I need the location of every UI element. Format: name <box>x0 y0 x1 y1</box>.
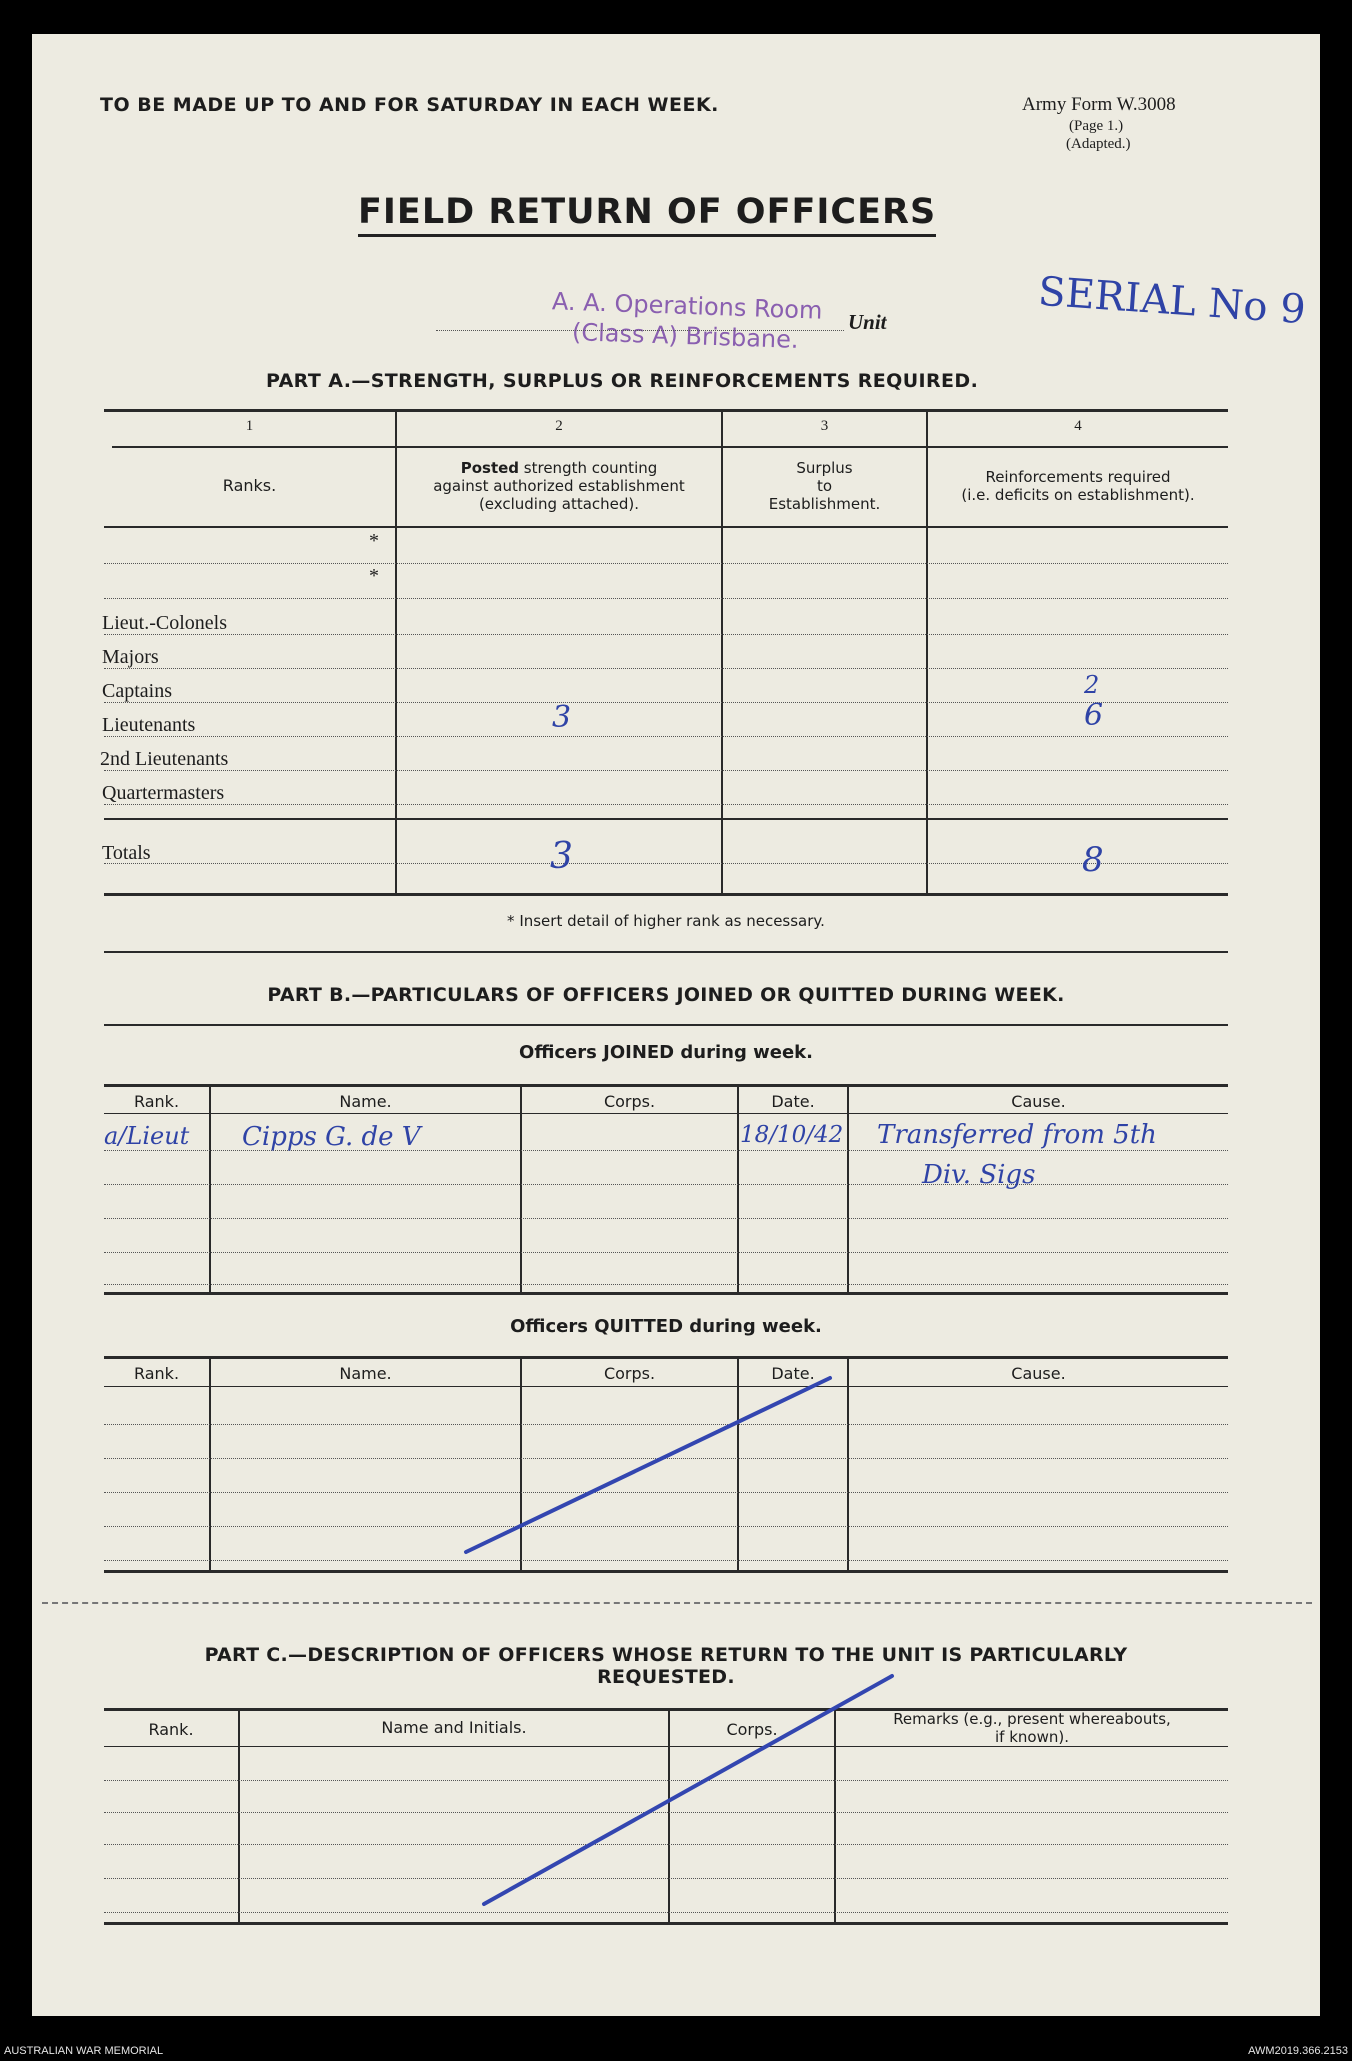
quitted-col-name: Name. <box>339 1364 392 1383</box>
higher-rank-star-1: * <box>369 530 379 552</box>
form-sheet <box>32 34 1320 2016</box>
form-page: (Page 1.) <box>1069 118 1124 134</box>
posted-header-line-2: against authorized establishment <box>433 477 685 495</box>
posted-header-rest: strength counting <box>519 459 658 477</box>
captains-reinforcements-value: 2 <box>1084 671 1100 699</box>
page-title: FIELD RETURN OF OFFICERS <box>358 192 936 237</box>
serial-number: SERIAL No 9 <box>1036 268 1308 334</box>
quitted-col-date: Date. <box>771 1364 815 1383</box>
rank-2nd-lieutenants: 2nd Lieutenants <box>100 748 229 770</box>
part-c-title-line-2: REQUESTED. <box>597 1666 735 1688</box>
higher-rank-star-2: * <box>369 565 379 587</box>
reinforcements-header-line-1: Reinforcements required <box>985 468 1171 486</box>
joined-col-date: Date. <box>771 1092 815 1111</box>
rank-lieut-colonels: Lieut.-Colonels <box>102 612 227 634</box>
quitted-col-corps: Corps. <box>603 1364 656 1383</box>
joined-col-cause: Cause. <box>1011 1092 1066 1111</box>
joined-col-corps: Corps. <box>603 1092 656 1111</box>
part-c-col-corps: Corps. <box>726 1720 778 1739</box>
ranks-header: Ranks. <box>222 476 277 495</box>
joined-title: Officers JOINED during week. <box>519 1042 813 1063</box>
footer-accession: AWM2019.366.2153 <box>1248 2045 1348 2057</box>
lieutenants-reinforcements-value: 6 <box>1084 698 1104 733</box>
rank-majors: Majors <box>102 646 159 668</box>
form-number: Army Form W.3008 <box>1022 94 1176 115</box>
surplus-header-line-2: to <box>816 477 833 495</box>
posted-header-line-3: (excluding attached). <box>478 495 640 513</box>
joined-cause-line-1: Transferred from 5th <box>877 1120 1157 1150</box>
col-number-4: 4 <box>1074 418 1082 434</box>
joined-date-entry: 18/10/42 <box>740 1122 844 1148</box>
unit-stamp-line-2: (Class A) Brisbane. <box>571 318 800 354</box>
quitted-col-cause: Cause. <box>1011 1364 1066 1383</box>
lieutenants-posted-value: 3 <box>552 700 572 735</box>
joined-name-entry: Cipps G. de V <box>242 1122 421 1152</box>
part-c-strike-through <box>32 34 1320 2016</box>
part-c-col-rank: Rank. <box>148 1720 194 1739</box>
posted-bold-word: Posted <box>460 459 520 477</box>
totals-reinforcements-value: 8 <box>1082 840 1104 880</box>
part-c-remarks-line-2: if known). <box>995 1728 1069 1746</box>
footer-credit: AUSTRALIAN WAR MEMORIAL <box>4 2045 164 2057</box>
part-a-footnote: * Insert detail of higher rank as necessary. <box>507 912 825 930</box>
quitted-col-rank: Rank. <box>133 1364 180 1383</box>
part-c-title-line-1: PART C.—DESCRIPTION OF OFFICERS WHOSE RETURN TO THE UNIT IS PARTICULARLY <box>204 1644 1128 1666</box>
unit-stamp-line-1: A. A. Operations Room <box>551 287 823 325</box>
col-number-1: 1 <box>245 418 254 434</box>
joined-cause-line-2: Div. Sigs <box>922 1160 1036 1190</box>
totals-posted-value: 3 <box>550 836 573 877</box>
rank-lieutenants: Lieutenants <box>102 714 196 736</box>
surplus-header-line-1: Surplus <box>796 459 853 477</box>
surplus-header-line-3: Establishment. <box>768 495 881 513</box>
joined-col-rank: Rank. <box>133 1092 180 1111</box>
part-b-title: PART B.—PARTICULARS OF OFFICERS JOINED OR QUITTED DURING WEEK. <box>267 984 1065 1006</box>
unit-label: Unit <box>848 310 887 334</box>
totals-label: Totals <box>102 842 151 864</box>
rank-captains: Captains <box>102 680 172 702</box>
rank-quartermasters: Quartermasters <box>102 782 225 804</box>
part-a-title: PART A.—STRENGTH, SURPLUS OR REINFORCEMENTS REQUIRED. <box>266 370 979 392</box>
weekly-instruction: TO BE MADE UP TO AND FOR SATURDAY IN EACH WEEK. <box>100 94 719 116</box>
quitted-title: Officers QUITTED during week. <box>510 1316 822 1337</box>
col-number-2: 2 <box>555 418 563 434</box>
form-adapted: (Adapted.) <box>1066 136 1131 152</box>
joined-col-name: Name. <box>339 1092 392 1111</box>
joined-rank-entry: a/Lieut <box>104 1122 190 1150</box>
col-number-3: 3 <box>820 418 829 434</box>
part-c-remarks-line-1: Remarks (e.g., present whereabouts, <box>893 1710 1171 1728</box>
part-c-col-name: Name and Initials. <box>381 1718 527 1737</box>
reinforcements-header-line-2: (i.e. deficits on establishment). <box>961 486 1195 504</box>
